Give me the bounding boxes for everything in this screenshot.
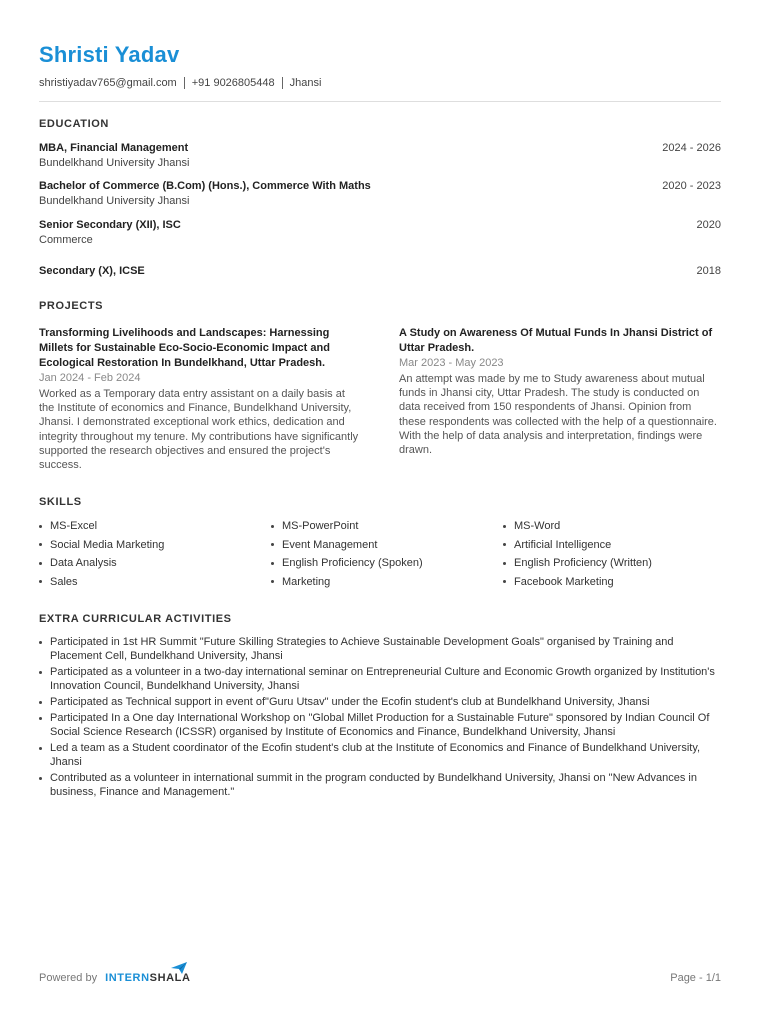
skill-item [503,575,721,589]
skill-label: English Proficiency (Written) [514,557,652,570]
bullet-icon [39,641,42,644]
projects-list [39,326,721,472]
degree: MBA, Financial Management [39,142,189,154]
skill-item [271,519,503,533]
brand-intern: INTERN [105,972,150,984]
activity-text: Participated as a volunteer in a two-day international seminar on Entrepreneurial Culture and Economic Growth organized by Institution's Innovation Council, Bundelkhand University, Jhansi [50,665,715,692]
activity-item [39,666,721,694]
skill-label: MS-Word [514,520,561,533]
education-item [39,264,721,279]
header-divider [39,101,721,102]
page-number: Page - 1/1 [670,972,721,984]
degree: Bachelor of Commerce (B.Com) (Hons.), Commerce With Maths [39,180,371,192]
location: Jhansi [289,77,322,89]
phone[interactable]: +91 9026805448 [191,77,275,89]
paper-plane-icon [171,962,187,974]
education-heading: EDUCATION [39,118,109,130]
bullet-icon [39,777,42,780]
education-item [39,179,721,209]
project-item [399,326,721,472]
activity-text: Participated as Technical support in event of"Guru Utsav" under the Ecofin student's club at Bundelkhand University, Jhansi [50,695,650,708]
activity-item [39,696,721,710]
bullet-icon [503,562,506,565]
extracurricular-heading: EXTRA CURRICULAR ACTIVITIES [39,612,232,625]
skill-item [503,538,721,552]
skill-label: Data Analysis [50,557,117,570]
internshala-logo[interactable] [105,972,190,984]
candidate-name: Shristi Yadav [39,42,180,67]
skill-item [503,519,721,533]
bullet-icon [39,525,42,528]
bullet-icon [39,747,42,750]
bullet-icon [271,562,274,565]
project-description: An attempt was made by me to Study awareness about mutual funds in Jhansi city, Uttar Pradesh. The study is conducted on data received from 150 respondents of Jhansi. Opinion from these respondents was collected with the help of a questionnaire. With the help of data analysis and interpretation, findings were drawn. [399,373,717,457]
bullet-icon [271,525,274,528]
skills-list [39,519,721,589]
skill-item [271,538,503,552]
education-item [39,141,721,171]
contact-line [39,76,721,90]
bullet-icon [39,562,42,565]
extracurricular-list [39,636,721,800]
projects-heading: PROJECTS [39,300,104,312]
skill-item [503,556,721,570]
education-dates: 2024 - 2026 [662,142,721,154]
skill-item [39,538,271,552]
bullet-icon [271,580,274,583]
activity-text: Participated In a One day International Workshop on "Global Millet Production for a Sustainable Future" sponsored by Indian Council Of Social Science Research (ICSSR) organised by Institute of Economics and Finance, Bundelkhand University, Jhansi [50,711,710,738]
divider [282,77,283,89]
skill-label: Event Management [282,538,378,551]
bullet-icon [39,671,42,674]
skill-label: Social Media Marketing [50,538,165,551]
degree: Secondary (X), ICSE [39,265,145,277]
activity-text: Led a team as a Student coordinator of the Ecofin student's club at the Institute of Economics and Finance of Bundelkhand University, Jhansi [50,741,701,768]
skill-label: Artificial Intelligence [514,538,612,551]
email[interactable]: shristiyadav765@gmail.com [39,77,177,89]
divider [184,77,185,89]
project-title: A Study on Awareness Of Mutual Funds In Jhansi District of Uttar Pradesh. [399,327,713,354]
skill-label: MS-PowerPoint [282,520,359,533]
activity-item [39,772,721,800]
education-dates: 2020 [696,219,721,231]
project-dates: Jan 2024 - Feb 2024 [39,372,141,384]
bullet-icon [39,717,42,720]
institution: Bundelkhand University Jhansi [39,157,190,169]
bullet-icon [503,580,506,583]
activity-text: Participated in 1st HR Summit "Future Skilling Strategies to Achieve Sustainable Development Goals" organised by Training and Placement Cell, Bundelkhand University, Jhansi [50,635,674,662]
skill-item [271,575,503,589]
skill-item [39,575,271,589]
powered-by-label: Powered by [39,972,98,984]
education-dates: 2020 - 2023 [662,180,721,192]
resume-page [39,40,721,802]
institution: Bundelkhand University Jhansi [39,195,190,207]
activity-item [39,712,721,740]
education-item [39,218,721,248]
skill-item [39,556,271,570]
project-item [39,326,361,472]
brand-shala: SHALA [149,972,191,984]
activity-text: Contributed as a volunteer in international summit in the program conducted by Bundelkhand University, Jhansi on "New Advances in business, Finance and Management." [50,771,697,798]
powered-by [39,972,191,984]
skill-item [39,519,271,533]
bullet-icon [39,701,42,704]
footer [39,972,721,984]
bullet-icon [271,543,274,546]
institution: Commerce [39,234,93,246]
bullet-icon [39,580,42,583]
project-description: Worked as a Temporary data entry assistant on a daily basis at the Institute of economics and Finance, Bundelkhand University, Jhansi. I demonstrated exceptional work ethics, dedication and integrity throughout my tenure. My contributions have significantly supported the research objectives and ensured the project's success. [39,388,359,472]
bullet-icon [503,543,506,546]
skill-label: Marketing [282,575,331,588]
skill-label: Facebook Marketing [514,575,614,588]
bullet-icon [39,543,42,546]
project-dates: Mar 2023 - May 2023 [399,357,504,369]
education-list [39,141,721,279]
skills-heading: SKILLS [39,496,82,509]
activity-item [39,742,721,770]
skill-label: Sales [50,575,78,588]
project-title: Transforming Livelihoods and Landscapes: Harnessing Millets for Sustainable Eco-Socio-Economic Impact and Ecological Restoration In Bundelkhand, Uttar Pradesh. [39,327,330,369]
skill-label: English Proficiency (Spoken) [282,557,423,570]
skill-item [271,556,503,570]
skill-label: MS-Excel [50,520,98,533]
bullet-icon [503,525,506,528]
activity-item [39,636,721,664]
education-dates: 2018 [696,265,721,277]
degree: Senior Secondary (XII), ISC [39,219,181,231]
